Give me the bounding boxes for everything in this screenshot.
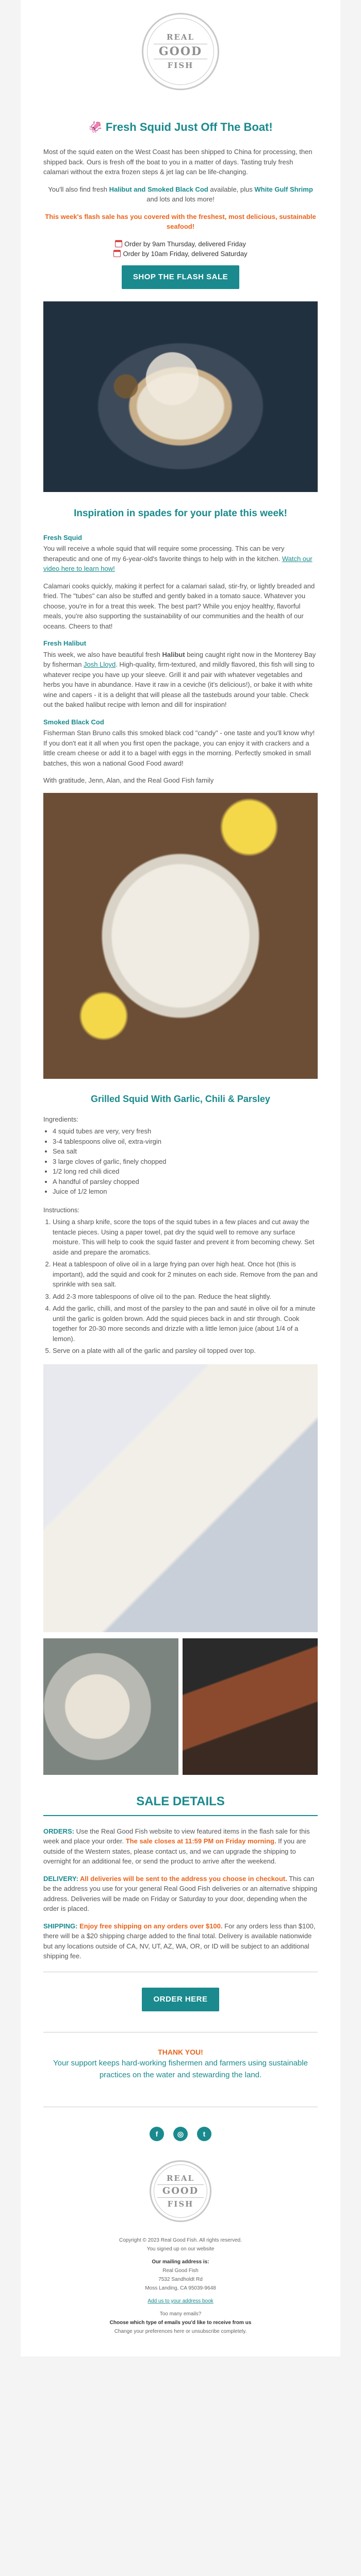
halibut-plate-photo (43, 1364, 318, 1632)
order-deadline-1: Order by 9am Thursday, delivered Friday (43, 239, 318, 249)
thanks-heading: THANK YOU! (158, 2048, 203, 2056)
inspiration-title: Inspiration in spades for your plate this week! (74, 508, 287, 519)
logo-text-bot: FISH (167, 2199, 194, 2209)
sale-delivery: DELIVERY: All deliveries will be sent to the address you choose in checkout. This can be the address you use for your general Real Good Fish deliveries or an alternative shipping address. Deliveries will be made on Friday or Saturday to your door, depending when the order is placed. (43, 1874, 318, 1912)
list-item: 5. Serve on a plate with all of the garlic and parsley oil topped over top. (53, 1346, 318, 1356)
cod-heading: Smoked Black Cod (43, 718, 104, 726)
sale-section (21, 1826, 340, 1961)
thanks-message: Your support keeps hard-working fishermen and farmers using sustainable practices on the water and stewarding the land. (53, 2059, 308, 2079)
calendar-icon (115, 240, 122, 247)
squid-emoji-icon: 🦑 (88, 121, 103, 133)
squid-paragraph-1: You will receive a whole squid that will require some processing. This can be very therapeutic and one of my 6-year-old's favorite things to help with in the kitchen. Watch our video here to learn how! (43, 545, 313, 572)
inspiration-section (21, 492, 340, 786)
list-item: • A handful of parsley chopped (53, 1177, 318, 1187)
calendar-icon (113, 250, 121, 257)
address-line-2: 7532 Sandholdt Rd (158, 2277, 203, 2282)
halibut-heading: Fresh Halibut (43, 639, 87, 647)
address-line-3: Moss Landing, CA 95039-9648 (145, 2285, 216, 2291)
address-label: Our mailing address is: (152, 2259, 209, 2265)
fish-plate-photo (43, 1638, 178, 1775)
add-address-book-link[interactable]: Add us to your address book (147, 2298, 214, 2304)
social-links (21, 2117, 340, 2153)
instructions-list (43, 1217, 318, 1356)
ingredients-list (43, 1126, 318, 1197)
list-item: • Sea salt (53, 1146, 318, 1157)
footer-logo-wrap (21, 2153, 340, 2230)
header (21, 0, 340, 103)
grilled-squid-photo (43, 793, 318, 1079)
intro-availability: You'll also find fresh Halibut and Smoked Black Cod available, plus White Gulf Shrimp and lots and lots more! (48, 185, 313, 203)
squid-paragraph-2: Calamari cooks quickly, making it perfect for a calamari salad, stir-fry, or lightly breaded and fried. The "tubes" can also be stuffed and gently baked in a tomato sauce. Whatever you choose, you're in for a treat this week. The best part? While you enjoy healthy, flavorful meals, you're also supporting the sustainability of our communities and the health of our oceans. Cheers to that! (43, 582, 315, 630)
list-item: • 3-4 tablespoons olive oil, extra-virgin (53, 1137, 318, 1147)
list-item: • 1/2 long red chili diced (53, 1166, 318, 1177)
footer (21, 2230, 340, 2357)
logo-text-top: REAL (166, 32, 195, 42)
shop-flash-sale-button[interactable]: SHOP THE FLASH SALE (122, 265, 239, 290)
intro-title: 🦑 Fresh Squid Just Off The Boat! (88, 121, 273, 133)
logo-text-top: REAL (166, 2173, 195, 2183)
logo-text-mid: GOOD (154, 44, 207, 59)
order-here-button[interactable]: ORDER HERE (142, 1988, 219, 2012)
too-many-emails: Too many emails? (159, 2311, 202, 2317)
logo-emblem (147, 18, 214, 85)
choose-emails: Choose which type of emails you'd like to receive from us (109, 2320, 252, 2326)
facebook-icon[interactable]: f (150, 2127, 164, 2141)
signoff: With gratitude, Jenn, Alan, and the Real Good Fish family (43, 776, 214, 784)
ingredients-label: Ingredients: (43, 1115, 78, 1123)
signup-note: You signed up on our website (146, 2246, 215, 2252)
instructions-label: Instructions: (43, 1206, 80, 1214)
list-item: 4. Add the garlic, chilli, and most of the parsley to the pan and sauté in olive oil for a minute until the garlic is golden brown. Add the squid pieces back in and stir through. Cook together for 20-30 more seconds and drizzle with a little lemon juice (about 1/4 of a lemon). (53, 1303, 318, 1344)
smoked-cod-photo (183, 1638, 318, 1775)
sale-divider (43, 1815, 318, 1816)
photo-pair (43, 1638, 318, 1775)
sale-orders: ORDERS: Use the Real Good Fish website to view featured items in the flash sale for this week and place your order. The sale closes at 11:59 PM on Friday morning. If you are outside of the Western states, please contact us, and we can upgrade the shipping to overnight for an additional fee, or send the product to arrive after the weekend. (43, 1827, 310, 1865)
logo-text-mid: GOOD (157, 2184, 204, 2198)
squid-heading: Fresh Squid (43, 533, 83, 541)
list-item: • Juice of 1/2 lemon (53, 1187, 318, 1197)
footer-logo[interactable] (150, 2160, 211, 2222)
halibut-paragraph: This week, we also have beautiful fresh Halibut being caught right now in the Monterey Bay by fisherman Josh Lloyd. High-quality, firm-textured, and mildly flavored, this fish will sing to whatever recipe you have up your sleeve. Grill it and pair with whatever vegetables and herbs you have in abundance. Have it raw in a ceviche (it's delicious!), or bake it with white wine and capers - it is a delight that will please all the tastebuds around your table. Check out the baked halibut recipe with lemon and dill for inspiration! (43, 650, 316, 708)
sale-shipping: SHIPPING: Enjoy free shipping on any orders over $100. For any orders less than $100, there will be a $20 shipping charge added to the final total. Delivery is available nationwide but any locations outside of CA, NV, UT, AZ, WA, OR, or ID will be subject to an additional shipping fee. (43, 1922, 316, 1960)
cod-paragraph: Fisherman Stan Bruno calls this smoked black cod "candy" - one taste and you'll know why! If you don't eat it all when you first open the package, you can enjoy it with crackers and a little cream cheese or add it to a bagel with eggs in the morning. Perfectly smoked in small batches, this won a national Good Food award! (43, 729, 315, 767)
brand-logo[interactable] (142, 13, 219, 90)
josh-lloyd-link[interactable]: Josh Lloyd (84, 660, 116, 668)
recipe-title: Grilled Squid With Garlic, Chili & Parsley (91, 1093, 270, 1104)
watch-video-link[interactable]: Watch our video here to learn how! (43, 554, 313, 572)
order-deadline-2: Order by 10am Friday, delivered Saturday (43, 249, 318, 259)
list-item: • 3 large cloves of garlic, finely chopped (53, 1157, 318, 1167)
recipe-section (21, 1079, 340, 1356)
list-item: 1. Using a sharp knife, score the tops of the squid tubes in a few places and cut away the tentacle pieces. Using a paper towel, pat dry the squid well to remove any surface moisture. This will help to cook the squid faster and prevent it from becoming chewy. Set aside and prepare the aromatics. (53, 1217, 318, 1257)
sale-title: SALE DETAILS (136, 1794, 225, 1808)
intro-section (21, 103, 340, 301)
intro-paragraph: Most of the squid eaten on the West Coast has been shipped to China for processing, then shipped back. Ours is fresh off the boat to you in a matter of days. Tasting truly fresh calamari without the extra frozen steps & jet lag can be life-changing. (43, 148, 313, 176)
address-line-1: Real Good Fish (162, 2268, 199, 2274)
thanks-section (21, 2043, 340, 2096)
list-item: 3. Add 2-3 more tablespoons of olive oil to the pan. Reduce the heat slightly. (53, 1292, 318, 1302)
logo-emblem (154, 2164, 207, 2218)
preferences-link[interactable]: Change your preferences here or unsubscribe completely. (114, 2329, 247, 2334)
twitter-icon[interactable]: t (197, 2127, 211, 2141)
email-body (21, 0, 340, 2357)
intro-highlight: This week's flash sale has you covered with the freshest, most delicious, sustainable seafood! (45, 212, 316, 230)
list-item: • 4 squid tubes are very, very fresh (53, 1126, 318, 1137)
instagram-icon[interactable]: ◎ (173, 2127, 188, 2141)
list-item: 2. Heat a tablespoon of olive oil in a large frying pan over high heat. Once hot (this is important), add the squid and cook for 2 minutes on each side. Remove from the pan and sprinkle with sea salt. (53, 1259, 318, 1290)
cta-wrap (43, 259, 318, 302)
squid-plate-photo (43, 301, 318, 492)
order-cta-wrap (21, 1982, 340, 2022)
logo-text-bot: FISH (167, 61, 194, 71)
copyright: Copyright © 2023 Real Good Fish. All rights reserved. (119, 2238, 242, 2243)
